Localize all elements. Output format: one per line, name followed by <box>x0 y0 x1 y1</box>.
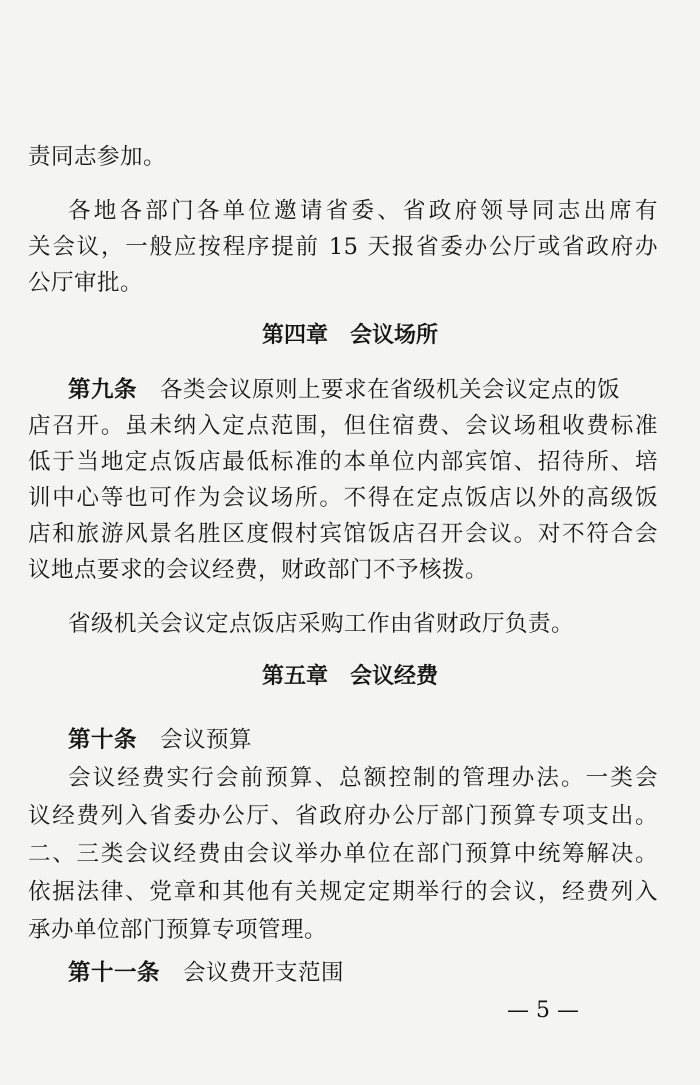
paragraph-line: 训中心等也可作为会议场所。不得在定点饭店以外的高级饭 <box>28 485 658 511</box>
paragraph-line: 公厅审批。 <box>28 270 144 296</box>
paragraph-line: 议地点要求的会议经费，财政部门不予核拨。 <box>28 557 489 583</box>
article-9-first-line <box>68 375 658 405</box>
article-10-heading <box>68 725 658 755</box>
paragraph-line: 二、三类会议经费由会议举办单位在部门预算中统筹解决。 <box>28 841 658 867</box>
article-label: 第九条 <box>68 377 138 403</box>
chapter-heading: 第五章 会议经费 <box>261 664 438 689</box>
paragraph-line: 责同志参加。 <box>28 144 167 170</box>
page-number: — 5 — <box>507 998 579 1023</box>
paragraph-line: 关会议，一般应按程序提前 15 天报省委办公厅或省政府办 <box>28 234 658 260</box>
article-11-heading <box>68 958 658 988</box>
paragraph-line: 承办单位部门预算专项管理。 <box>28 917 328 943</box>
article-label: 第十一条 <box>68 960 161 986</box>
paragraph-line: 店召开。虽未纳入定点范围，但住宿费、会议场租收费标准 <box>28 413 658 439</box>
paragraph-line: 低于当地定点饭店最低标准的本单位内部宾馆、招待所、培 <box>28 449 658 475</box>
paragraph-line: 会议经费实行会前预算、总额控制的管理办法。一类会 <box>68 765 658 791</box>
chapter-heading: 第四章 会议场所 <box>261 323 438 348</box>
paragraph-line: 议经费列入省委办公厅、省政府办公厅部门预算专项支出。 <box>28 803 658 829</box>
paragraph-line: 省级机关会议定点饭店采购工作由省财政厅负责。 <box>68 611 575 637</box>
paragraph-line: 各地各部门各单位邀请省委、省政府领导同志出席有 <box>68 198 658 224</box>
paragraph-line: 依据法律、党章和其他有关规定定期举行的会议，经费列入 <box>28 879 658 905</box>
article-label: 第十条 <box>68 727 138 753</box>
paragraph-line: 店和旅游风景名胜区度假村宾馆饭店召开会议。对不符合会 <box>28 521 658 547</box>
article-text: 各类会议原则上要求在省级机关会议定点的饭 <box>137 377 621 403</box>
article-title: 会议费开支范围 <box>160 960 345 986</box>
article-title: 会议预算 <box>137 727 253 753</box>
